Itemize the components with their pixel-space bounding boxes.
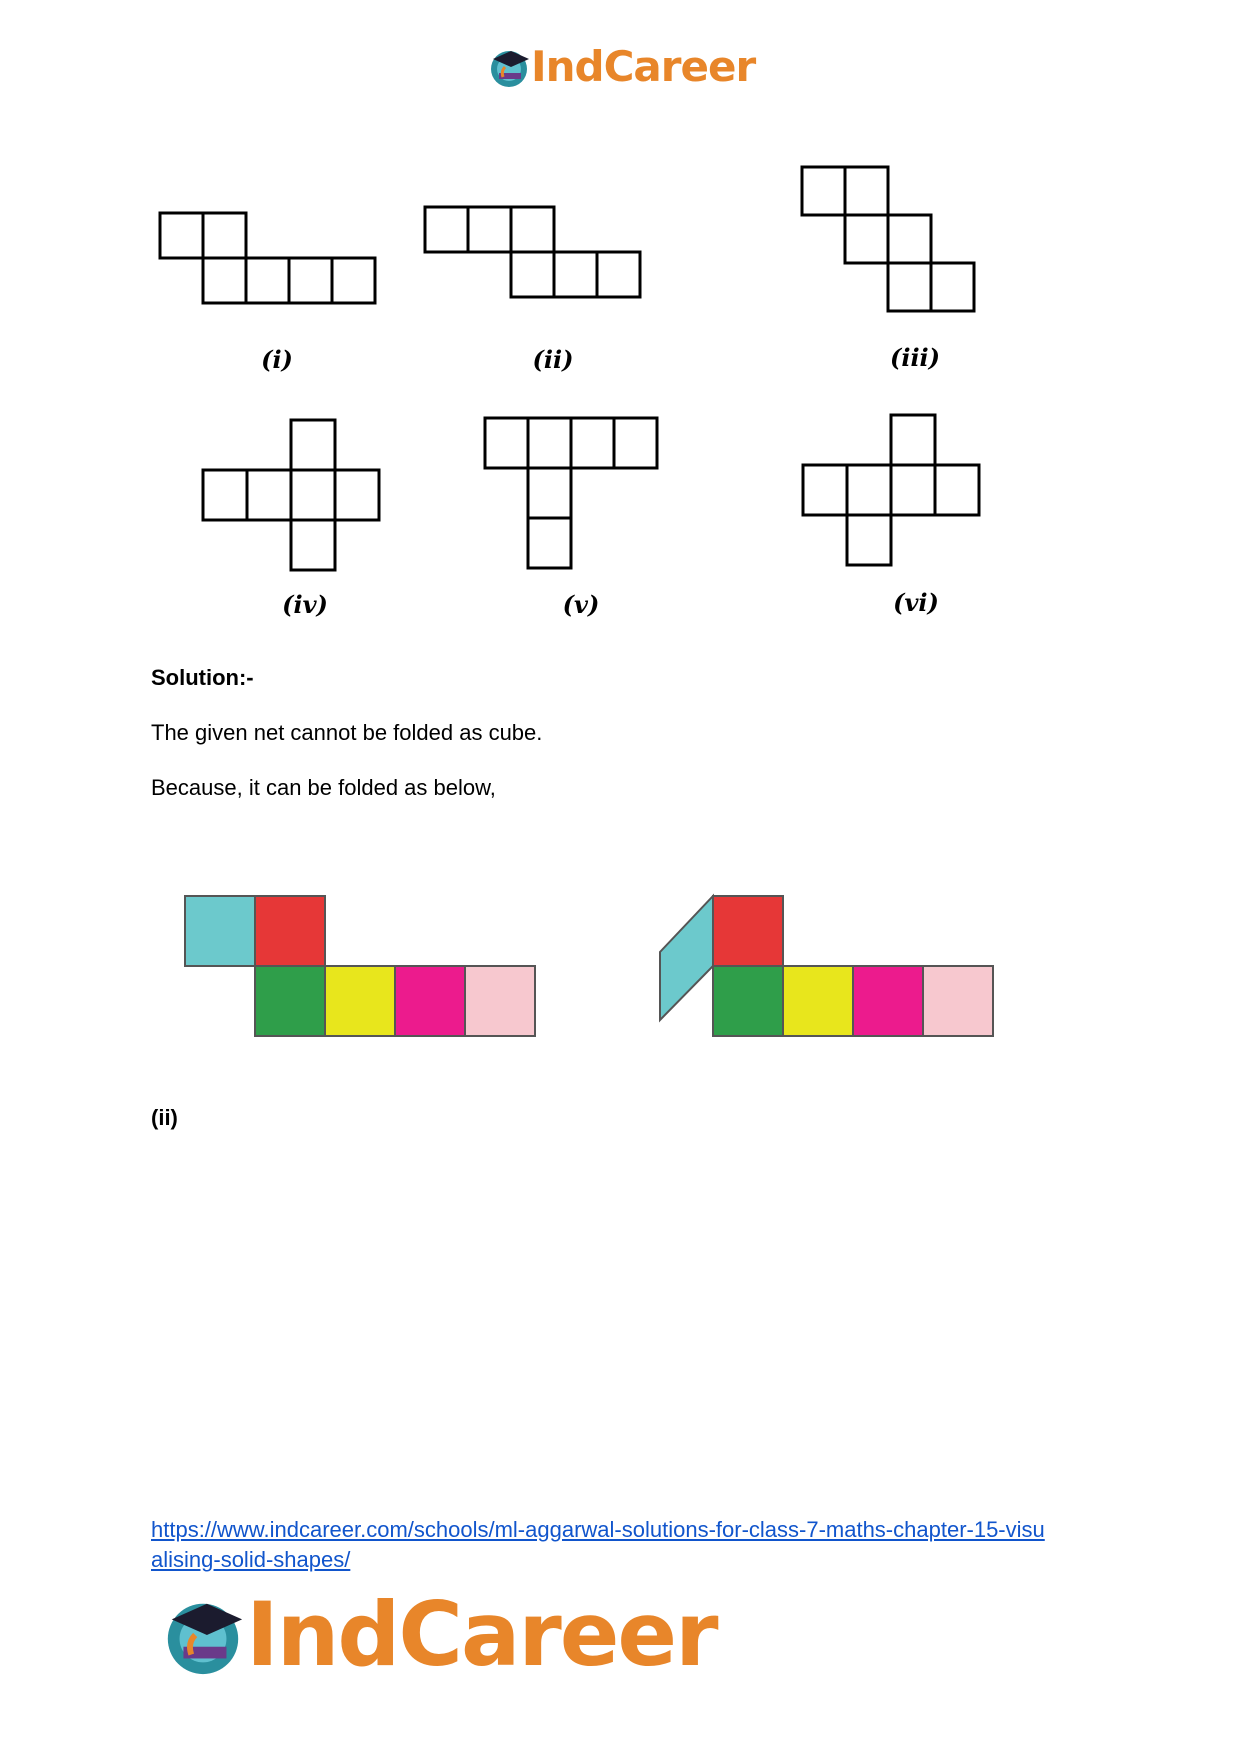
net-label-v: (v) bbox=[562, 590, 600, 619]
solution-paragraph-1: The given net cannot be folded as cube. bbox=[151, 720, 543, 745]
part-ii-label: (ii) bbox=[151, 1105, 178, 1130]
folding-figure bbox=[180, 880, 1010, 1040]
header-logo bbox=[487, 42, 755, 92]
net-i bbox=[160, 213, 375, 303]
net-ii bbox=[425, 207, 640, 297]
source-link[interactable] bbox=[151, 1515, 1111, 1575]
footer-logo-text: IndCareer bbox=[246, 1583, 717, 1686]
cube-nets-svg bbox=[150, 155, 1000, 630]
folded-net bbox=[660, 896, 993, 1036]
net-v bbox=[485, 418, 657, 568]
net-label-iii: (iii) bbox=[889, 343, 941, 372]
solution-paragraph-2: Because, it can be folded as below, bbox=[151, 775, 496, 800]
net-vi bbox=[803, 415, 979, 565]
flat-net bbox=[185, 896, 535, 1036]
graduation-cap-book-logo-icon bbox=[160, 1592, 246, 1678]
source-link-line-2: alising-solid-shapes/ bbox=[151, 1547, 351, 1572]
solution-heading: Solution:- bbox=[151, 665, 254, 690]
net-iii bbox=[802, 167, 974, 311]
footer-logo bbox=[160, 1585, 717, 1685]
net-label-iv: (iv) bbox=[282, 590, 328, 619]
net-label-vi: (vi) bbox=[893, 588, 939, 617]
header-logo-text: IndCareer bbox=[531, 42, 756, 91]
cube-nets-figure bbox=[150, 155, 1000, 630]
net-iv bbox=[203, 420, 379, 570]
graduation-cap-book-logo-icon bbox=[487, 45, 531, 89]
net-label-i: (i) bbox=[261, 345, 293, 374]
net-label-ii: (ii) bbox=[532, 345, 574, 374]
source-link-line-1: https://www.indcareer.com/schools/ml-aggarwal-solutions-for-class-7-maths-chapter-15-visu bbox=[151, 1517, 1045, 1542]
folding-svg bbox=[180, 880, 1010, 1040]
